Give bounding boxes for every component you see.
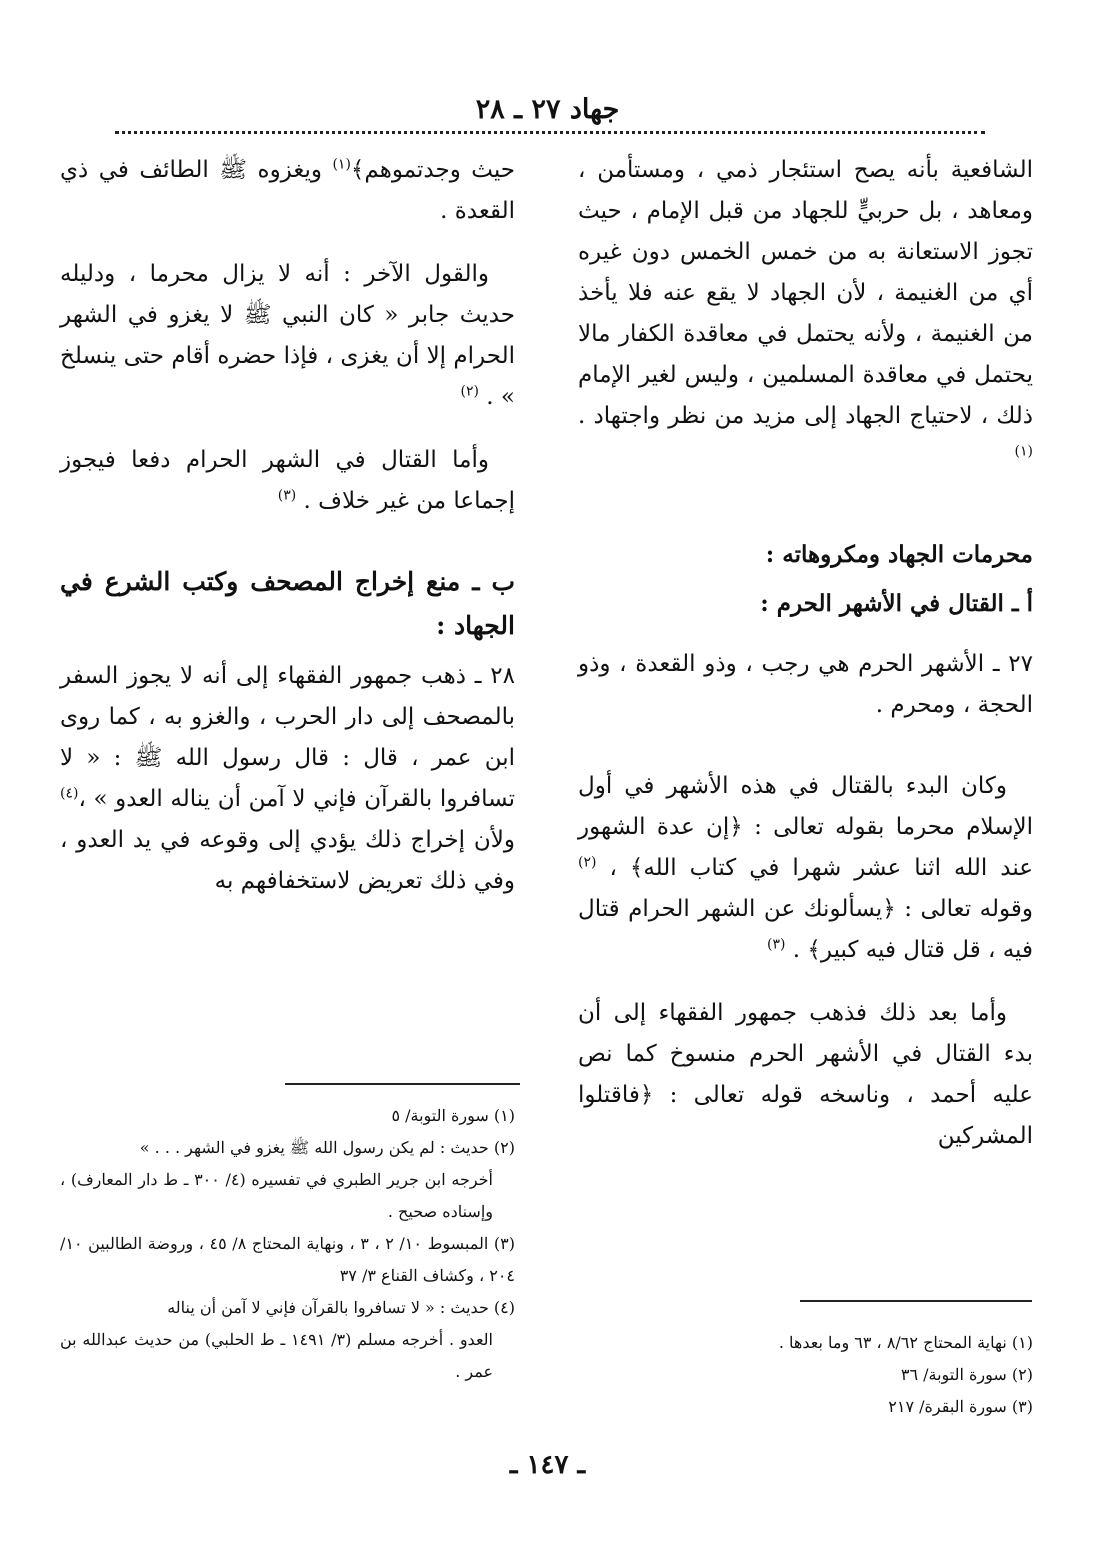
footnotes-left	[60, 1100, 515, 1388]
paragraph	[60, 254, 515, 418]
footnote: (٢) سورة التوبة/ ٣٦	[900, 1365, 1033, 1384]
left-column	[60, 150, 515, 924]
page-number: ـ ١٤٧ ـ	[509, 1450, 586, 1480]
footnote-continuation: العدو . أخرجه مسلم (٣/ ١٤٩١ ـ ط الحلبي) من حديث عبدالله بن عمر .	[60, 1330, 493, 1381]
footnotes-right	[578, 1327, 1033, 1423]
section-heading: محرمات الجهاد ومكروهاته :	[765, 541, 1033, 568]
footnote-ref: (٢)	[460, 383, 479, 400]
footnote: (٣) المبسوط ١٠/ ٢ ، ٣ ، ونهاية المحتاج ٨/ ٤٥ ، وروضة الطالبين ١٠/ ٢٠٤ ، وكشاف القناع ٣/ ٣٧	[60, 1234, 515, 1285]
footnote: (١) سورة التوبة/ ٥	[391, 1106, 515, 1125]
subsection-heading: أ ـ القتال في الأشهر الحرم :	[760, 590, 1033, 617]
header-dotted-rule	[115, 131, 985, 134]
running-header: جهاد ٢٧ ـ ٢٨	[475, 94, 620, 125]
paragraph-text: وقوله تعالى : ﴿يسألونك عن الشهر الحرام قتال فيه ، قل قتال فيه كبير﴾ .	[578, 896, 1033, 963]
paragraph	[578, 766, 1033, 971]
paragraph-text: حيث وجدتموهم﴾	[350, 157, 515, 183]
paragraph: ٢٧ ـ الأشهر الحرم هي رجب ، وذو القعدة ، وذو الحجة ، ومحرم .	[578, 651, 1033, 718]
footnote-ref: (١)	[1014, 443, 1033, 460]
paragraph	[578, 150, 1033, 478]
footnote: (٢) حديث : لم يكن رسول الله ﷺ يغزو في الشهر . . . »	[139, 1138, 515, 1157]
footnote-rule-right	[800, 1300, 1032, 1302]
footnote-rule-left	[285, 1083, 520, 1085]
paragraph-text: الشافعية بأنه يصح استئجار ذمي ، ومستأمن ، ومعاهد ، بل حربيٍّ للجهاد من قبل الإمام ، حيث تجوز الاستعانة به من خمس الخمس دون غيره أي من الغنيمة ، لأن الجهاد لا يقع عنه فلا يأخذ من الغنيمة ، ولأنه يحتمل في معاقدة الكفار مالا يحتمل في معاقدة المسلمين ، وليس لغير الإمام ذلك ، لاحتياج الجهاد إلى مزيد من نظر واجتهاد .	[578, 157, 1033, 429]
footnote-ref: (٣)	[767, 936, 786, 953]
paragraph-text: والقول الآخر : أنه لا يزال محرما ، ودليله حديث جابر « كان النبي ﷺ لا يغزو في الشهر الحرام إلا أن يغزى ، فإذا حضره أقام حتى ينسلخ » .	[60, 261, 515, 410]
paragraph	[60, 440, 515, 522]
paragraph-text: ويغزوه ﷺ الطائف في ذي القعدة .	[60, 157, 515, 224]
footnote: (٤) حديث : « لا تسافروا بالقرآن فإني لا آمن أن يناله	[167, 1298, 515, 1317]
paragraph	[60, 150, 515, 232]
paragraph-text: وكان البدء بالقتال في هذه الأشهر في أول الإسلام محرما بقوله تعالى : ﴿إن عدة الشهور عند الله اثنا عشر شهرا في كتاب الله﴾ ،	[578, 773, 1034, 881]
footnote: (٣) سورة البقرة/ ٢١٧	[888, 1397, 1033, 1416]
footnote-ref: (١)	[332, 156, 351, 173]
right-column	[578, 150, 1033, 1179]
footnote-continuation: أخرجه ابن جرير الطبري في تفسيره (٤/ ٣٠٠ ـ ط دار المعارف) ، وإسناده صحيح .	[60, 1170, 494, 1221]
footnote-ref: (٤)	[60, 785, 79, 802]
footnote-ref: (٣)	[277, 487, 297, 504]
footnote-ref: (٢)	[578, 854, 597, 871]
paragraph-text: وأما القتال في الشهر الحرام دفعا فيجوز إجماعا من غير خلاف .	[60, 447, 515, 514]
paragraph	[60, 656, 515, 902]
footnote: (١) نهاية المحتاج ٨/٦٢ ، ٦٣ وما بعدها .	[778, 1333, 1033, 1352]
paragraph-text: ٢٨ ـ ذهب جمهور الفقهاء إلى أنه لا يجوز السفر بالمصحف إلى دار الحرب ، والغزو به ، كما روى ابن عمر ، قال : قال رسول الله ﷺ : « لا تسافروا بالقرآن فإني لا آمن أن يناله العدو » ،	[60, 663, 515, 812]
paragraph: وأما بعد ذلك فذهب جمهور الفقهاء إلى أن بدء القتال في الأشهر الحرم منسوخ كما نص عليه أحمد ، وناسخه قوله تعالى : ﴿فاقتلوا المشركين	[578, 1000, 1033, 1149]
subsection-heading: ب ـ منع إخراج المصحف وكتب الشرع في الجهاد :	[60, 567, 515, 640]
paragraph-text: ولأن إخراج ذلك يؤدي إلى وقوعه في يد العدو ، وفي ذلك تعريض لاستخفافهم به	[60, 827, 515, 894]
